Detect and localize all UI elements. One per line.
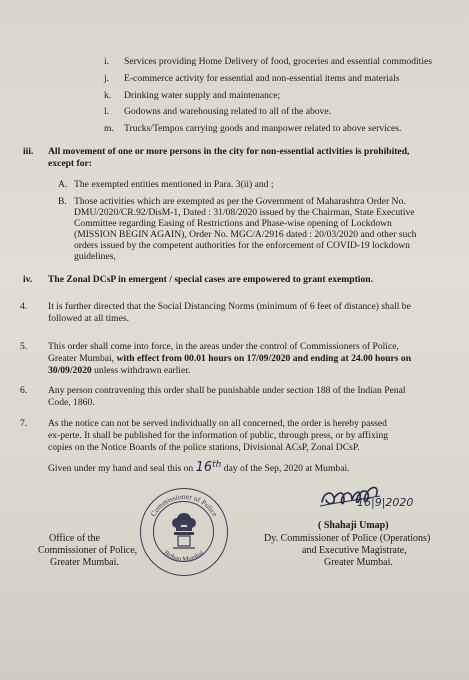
item-marker-m: m.: [104, 123, 114, 134]
item-marker-k: k.: [104, 90, 112, 101]
sub-b-marker: B.: [58, 196, 67, 207]
official-seal: [140, 488, 228, 576]
item-text-i: Services providing Home Delivery of food, groceries and essential commodities: [124, 56, 432, 67]
para-4-line: followed at all times.: [48, 313, 129, 324]
item-marker-j: j.: [104, 73, 110, 84]
item-text-m: Trucks/Tempos carrying goods and manpower related to above services.: [124, 123, 402, 134]
officer-name: ( Shahaji Umap): [318, 520, 389, 531]
para-5-marker: 5.: [20, 341, 28, 352]
para-4-line: It is further directed that the Social Distancing Norms (minimum of 6 feet of distance) shall be: [48, 301, 411, 312]
section-iii-marker: iii.: [23, 146, 34, 157]
officer-designation: Dy. Commissioner of Police (Operations): [264, 533, 431, 544]
para-6-marker: 6.: [20, 385, 28, 396]
para-6-line: Code, 1860.: [48, 397, 95, 408]
para-7-line: As the notice can not be served individually on all concerned, the order is hereby passed: [48, 418, 387, 429]
item-text-j: E-commerce activity for essential and non-essential items and materials: [124, 73, 400, 84]
handwritten-day-suffix: th: [212, 460, 222, 470]
sub-b-line: Committee regarding Easing of Restrictions and Phase-wise opening of Lockdown: [74, 218, 392, 229]
sub-b-line: (MISSION BEGIN AGAIN), Order No. MGC/A/2916 dated : 20/03/2020 and other such: [74, 229, 417, 240]
item-text-l: Godowns and warehousing related to all of the above.: [124, 106, 332, 117]
para-5-line1: This order shall come into force, in the areas under the control of Commissioners of Police,: [48, 341, 399, 352]
para-5-line3: [48, 365, 190, 376]
office-line: Office of the: [49, 533, 100, 544]
given-rest: day of the Sep, 2020 at Mumbai.: [221, 463, 350, 475]
sub-b-line: orders issued by the competent authorities for the enforcement of COVID-19 lockdown: [74, 240, 410, 251]
para-7-marker: 7.: [20, 418, 28, 429]
seal-bottom-text: Brihan Mumbai: [162, 548, 206, 564]
para-7-line: ex-perte. It shall be published for the information of public, through press, or by affixing: [48, 430, 389, 441]
para-4-marker: 4.: [20, 301, 28, 312]
office-line: Commissioner of Police,: [38, 545, 138, 556]
handwritten-day: 16: [195, 460, 213, 476]
section-iv-text: The Zonal DCsP in emergent / special cases are empowered to grant exemption.: [48, 274, 373, 285]
para-5-line2-bold: with effect from 00.01 hours on 17/09/2020 and ending at 24.00 hours on: [116, 353, 412, 364]
officer-designation: and Executive Magistrate,: [302, 545, 407, 556]
item-marker-i: i.: [104, 56, 110, 67]
item-text-k: Drinking water supply and maintenance;: [124, 90, 281, 101]
para-7-line: copies on the Notice Boards of the police stations, Divisional ACsP, Zonal DCsP.: [48, 442, 360, 453]
para-5-line3-bold: 30/09/2020: [48, 365, 92, 376]
item-marker-l: l.: [104, 106, 110, 117]
given-under-hand-line: [48, 460, 350, 474]
section-iii-line2: except for:: [48, 158, 92, 169]
seal-top-text: Commissioner of Police: [148, 491, 220, 519]
emblem-icon: [169, 511, 199, 551]
section-iii-line1: All movement of one or more persons in the city for non-essential activities is prohibited,: [48, 146, 410, 157]
section-iv-marker: iv.: [23, 274, 33, 285]
sub-b-line: DMU/2020/CR.92/DisM-1, Dated : 31/08/2020 issued by the Chairman, State Executive: [74, 207, 415, 218]
sub-a-text: The exempted entities mentioned in Para. 3(ii) and ;: [74, 179, 274, 190]
sub-b-line: Those activities which are exempted as per the Government of Maharashtra Order No.: [74, 196, 406, 207]
para-5-line2-plain: Greater Mumbai,: [48, 353, 117, 364]
office-line: Greater Mumbai.: [50, 557, 119, 568]
sub-a-marker: A.: [58, 179, 68, 190]
officer-designation: Greater Mumbai.: [324, 557, 393, 568]
sub-b-line: guidelines,: [74, 251, 116, 262]
given-prefix: Given under my hand and seal this on: [48, 463, 196, 475]
para-5-line3-plain: unless withdrawn earlier.: [91, 365, 191, 376]
para-5-line2: [48, 353, 411, 364]
handwritten-date: 16|9|2020: [357, 496, 414, 509]
para-6-line: Any person contravening this order shall be punishable under section 188 of the Indian Penal: [48, 385, 406, 396]
